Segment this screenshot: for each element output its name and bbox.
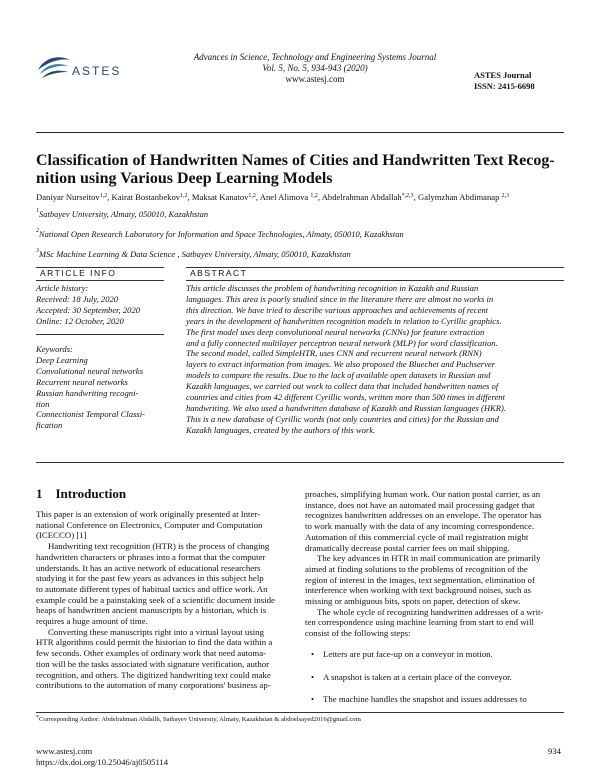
keyword: Recurrent neural networks [36,376,128,387]
abstract-line: countries and cities from 42 different Cyrillic words, written more than 500 times in different [186,392,505,403]
affiliation-3: $^3$MSc Machine Learning & Data Science , Satbayev University, Almaty, 050010, Kazakhstan [36,248,351,259]
section-number: 1 [36,486,43,501]
text-line: aimed at finding solutions to the problems of recognition of the [305,563,528,574]
bullet-icon: • [311,648,315,659]
bullet-icon: • [311,694,315,705]
journal-name: Advances in Science, Technology and Engineering Systems Journal [193,52,437,62]
section-heading [36,486,126,502]
intro-right-column [305,489,564,705]
journal-website: www.astesj.com [285,74,345,84]
history-label: Article history: [36,283,89,293]
text-line: This paper is an extension of work originally presented at Inter- [36,509,261,519]
list-item: • The machine handles the snapshot and issues addresses to [311,694,527,705]
paper-title [36,152,566,188]
text-line: to automate different types of habitual tactics and office work. An [36,583,268,594]
journal-issn-box [474,70,564,92]
author: Anel Alimova $^{1,2}$, [259,192,321,202]
journal-volume: Vol. 5, No. 5, 934-943 (2020) [262,63,368,73]
keyword: Deep Learning [36,354,88,365]
text-line: national Conference on Electronics, Computer and Computation [36,519,263,530]
list-item: • A snapshot is taken at a certain place of the conveyor. [311,671,512,682]
text-line: contributions to the automation of many corporations' business ap- [36,680,271,691]
page-number: 934 [548,746,561,756]
text-line: consist of the following steps: [305,628,411,639]
abstract-heading: ABSTRACT [190,268,248,278]
title-line-1: Classification of Handwritten Names of Cities and Handwritten Text Recog- [36,152,555,169]
text-line: Converting these manuscripts right into a virtual layout using [48,626,264,637]
abstract-line: years in the development of handwritten recognition models in relation to Cyrillic graphics. [186,315,502,326]
keyword: tion [36,398,50,409]
issn: ISSN: 2415-6698 [474,81,535,91]
title-line-2: nition using Various Deep Learning Models [36,170,333,187]
corresponding-author-footnote: *Corresponding Author: Abdelrahman Abdallh, Satbayev University, Almaty, Kazakhstan & abdoelsayed2016@gmail.com [36,715,361,723]
abstract-bottom-rule [36,462,564,463]
keywords-label: Keywords: [36,344,73,354]
text-line: Automation of this commercial cycle of mail registration might [305,531,529,542]
text-line: heaps of handwritten ancient manuscripts by a historian, which is [36,605,267,616]
logo-text: ASTES [72,64,122,78]
text-line: understands. It has an active network of educational researchers [36,562,261,573]
text-line: studying it for the past few years as advances in this subject help [36,573,264,584]
abstract-line: layers to extract information from images. We also proposed the Bluechet and Puchserver [186,359,496,370]
text-line: interference when working with text background noises, such as [305,585,531,596]
abstract-line: This article discusses the problem of handwriting recognition in Kazakh and Russian [186,283,479,293]
list-item: • Letters are put face-up on a conveyor in motion. [311,648,493,659]
text-line: handwritten characters or phrases into a format that the computer [36,551,266,562]
text-line: tion will be the tasks associated with signature verification, author [36,658,270,669]
footnote-rule [36,712,564,713]
journal-header [150,52,480,85]
accepted-date: Accepted: 30 September, 2020 [36,304,141,315]
keyword: Russian handwriting recogni- [36,387,139,398]
page-footer [36,746,168,768]
abstract-line: Kazakh languages, created by the authors of this work. [186,424,376,435]
steps-list [305,649,564,705]
text-line: requires a huge amount of time. [36,616,148,627]
text-line: instance, does not have an automated mail processing gadget that [305,499,535,510]
text-line: example could be a painstaking seek of a scientific document inside [36,594,275,605]
author: Abdelrahman Abdallah$^{*,2,3}$, [321,192,416,202]
keyword: Connectionist Temporal Classi- [36,409,146,420]
text-line: ten correspondence using machine learning from start to end will [305,617,534,628]
section-title: Introduction [55,486,127,501]
intro-left-column [36,509,294,691]
author: Maksat Kanatov$^{1,2}$, [191,192,259,202]
journal-box-title: ASTES Journal [474,70,532,80]
author-list [36,191,576,203]
text-line: The key advances in HTR in mail communication are primarily [317,553,541,564]
header-divider [36,132,564,133]
abstract-line: and a fully connected multilayer perceptron neural network (MLP) for word classification. [186,337,498,348]
author: Daniyar Nurseitov$^{1,2}$, [36,192,110,202]
received-date: Received: 18 July, 2020 [36,293,119,304]
abstract-text [186,283,564,436]
abstract-line: this direction. We have tried to describe various approaches and achievements of recent [186,304,489,315]
abstract-line: languages. This area is poorly studied since in the literature there are almost no works in [186,293,494,304]
keyword: fication [36,420,63,431]
online-date: Online: 12 October, 2020 [36,315,124,326]
article-info-heading: ARTICLE INFO [40,268,117,278]
keywords-rule [36,334,164,335]
text-line: recognition, and others. The digitized handwriting text could make [36,669,271,680]
keyword: Convolutional neural networks [36,365,143,376]
abstract-line: handwriting. We also used a handwritten database of Kazakh and Russian languages (HKR). [186,402,507,413]
article-info-rule [36,280,164,281]
astes-logo [36,52,126,86]
abstract-line: Kazakh languages, we carried out work to collect data that included handwritten names of [186,381,499,392]
abstract-line: models to compare the results. Due to the lack of available open datasets in Russian and [186,370,491,381]
author: Kairat Bostanbekov$^{1,2}$, [111,192,190,202]
text-line: Handwriting text recognition (HTR) is the process of changing [48,541,270,552]
text-line: (ICECCO) [1] [36,530,87,541]
bullet-icon: • [311,671,315,682]
text-line: proaches, simplifying human work. Our nation postal carrier, as an [305,489,541,499]
footer-website[interactable]: www.astesj.com [36,746,93,756]
text-line: few seconds. Other examples of ordinary work that need automa- [36,648,267,659]
abstract-line: The second model, called SimpleHTR, uses CNN and recurrent neural network (RNN) [186,348,482,359]
keywords [36,344,164,431]
affiliation-2: $^2$National Open Research Laboratory for Information and Space Technologies, Almaty, 050010, Kazakhstan [36,228,404,239]
article-history [36,283,164,327]
text-line: recognizes handwritten addresses on an envelope. The operator has [305,510,542,521]
abstract-line: The first model uses deep convolutional neural networks (CNNs) for feature extraction [186,326,485,337]
text-line: missing or ambiguous bits, spots on paper, detection of skew. [305,596,521,607]
astes-logo-icon [36,52,72,82]
footer-doi[interactable]: https://dx.doi.org/10.25046/aj0505114 [36,757,169,767]
text-line: The whole cycle of recognizing handwritten addresses of a writ- [317,606,544,617]
author: Galymzhan Abdimanap $^{2,3}$ [417,192,510,202]
text-line: region of interest in the images, text segmentation, elimination of [305,574,535,585]
text-line: dramatically decrease postal carrier fees on mail shipping. [305,542,510,553]
abstract-rule [186,280,564,281]
text-line: HTR algorithms could permit the historian to find the data within a [36,637,273,648]
text-line: to work manually with the data of any incoming correspondence. [305,521,535,532]
affiliation-1: $^1$Satbayev University, Almaty, 050010, Kazakhstan [36,208,209,219]
abstract-line: This is a new database of Cyrillic words (not only countries and cities) for the Russian and [186,413,499,424]
